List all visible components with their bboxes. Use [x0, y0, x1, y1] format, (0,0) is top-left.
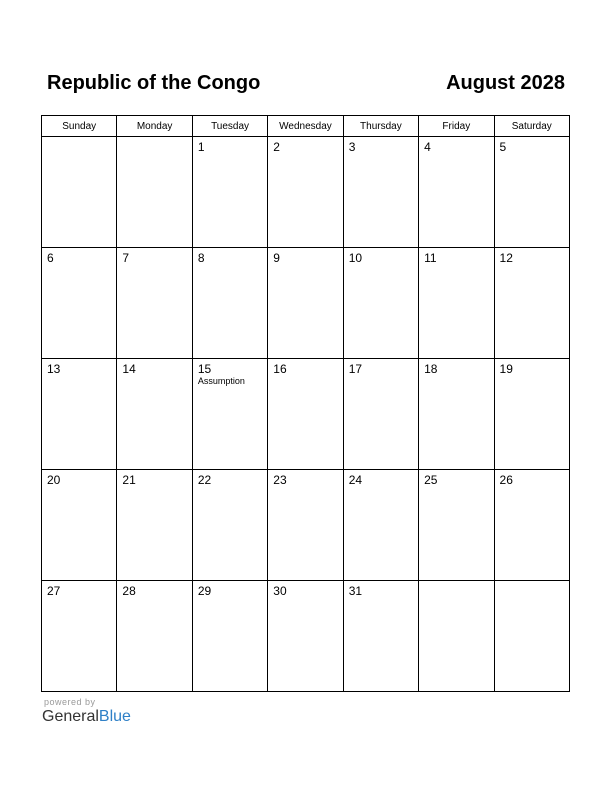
day-number: 16: [273, 362, 287, 376]
day-number: 22: [197, 473, 212, 487]
day-number: 30: [273, 584, 287, 598]
weekday-thursday: Thursday: [343, 116, 418, 137]
day-cell: [117, 248, 192, 359]
day-number: 7: [122, 251, 130, 265]
day-cell: [192, 248, 267, 359]
day-cell: [494, 137, 569, 248]
day-cell: [268, 359, 343, 470]
day-cell: [494, 470, 569, 581]
day-cell: [268, 248, 343, 359]
day-cell: [343, 359, 418, 470]
day-cell: [268, 470, 343, 581]
day-cell: [117, 581, 192, 692]
day-cell: [42, 470, 117, 581]
day-cell: [192, 137, 267, 248]
day-cell: [42, 581, 117, 692]
day-number: 26: [499, 473, 513, 487]
weekday-friday: Friday: [419, 116, 494, 137]
day-cell: [117, 470, 192, 581]
day-number: 25: [424, 473, 438, 487]
weekday-saturday: Saturday: [494, 116, 569, 137]
day-number: 13: [47, 362, 61, 376]
day-number: 2: [273, 140, 280, 154]
week-row: [42, 359, 570, 470]
day-cell: [192, 359, 267, 470]
day-number: 12: [499, 251, 513, 265]
day-number: 4: [424, 140, 431, 154]
day-cell: [419, 581, 494, 692]
month-year-title: August 2028: [446, 72, 565, 94]
day-number: 19: [499, 362, 513, 376]
day-number: [117, 137, 191, 140]
day-cell: [494, 359, 569, 470]
day-number: [495, 581, 569, 584]
week-row: [42, 470, 570, 581]
day-cell: [343, 137, 418, 248]
day-number: [419, 581, 493, 584]
day-number: 29: [197, 584, 212, 598]
day-cell: [419, 470, 494, 581]
day-number: 10: [348, 251, 363, 265]
day-cell: [268, 581, 343, 692]
day-cell: [419, 137, 494, 248]
day-number: 1: [197, 140, 205, 154]
day-cell: [192, 581, 267, 692]
day-number: 24: [348, 473, 363, 487]
day-cell: [192, 470, 267, 581]
powered-by-label: powered by: [44, 697, 96, 707]
day-cell: [268, 137, 343, 248]
country-title: Republic of the Congo: [47, 72, 261, 94]
day-cell: [117, 359, 192, 470]
day-number: 31: [348, 584, 363, 598]
logo-text-general: General: [42, 708, 99, 725]
week-row: [42, 248, 570, 359]
day-number: 18: [424, 362, 438, 376]
logo-text-blue: Blue: [98, 708, 131, 725]
day-number: 3: [348, 140, 356, 154]
day-cell: [42, 137, 117, 248]
day-number: 17: [348, 362, 363, 376]
weekday-wednesday: Wednesday: [268, 116, 343, 137]
holiday-label: Assumption: [197, 376, 245, 386]
day-number: 9: [273, 251, 280, 265]
week-row: [42, 137, 570, 248]
day-cell: [343, 248, 418, 359]
week-row: [42, 581, 570, 692]
weekday-tuesday: Tuesday: [192, 116, 267, 137]
weekday-monday: Monday: [117, 116, 192, 137]
day-cell: [117, 137, 192, 248]
day-cell: [419, 248, 494, 359]
day-number: 14: [122, 362, 136, 376]
weekday-sunday: Sunday: [42, 116, 117, 137]
day-cell: [419, 359, 494, 470]
day-cell: [343, 581, 418, 692]
day-number: 23: [273, 473, 287, 487]
day-cell: [494, 248, 569, 359]
weekday-header-row: [42, 116, 570, 137]
day-number: 21: [122, 473, 136, 487]
day-number: 27: [47, 584, 61, 598]
day-number: 6: [47, 251, 54, 265]
day-number: 5: [499, 140, 507, 154]
day-number: 8: [197, 251, 205, 265]
day-number: 28: [122, 584, 136, 598]
day-number: 11: [424, 251, 437, 265]
day-cell: [343, 470, 418, 581]
day-number: 15: [197, 362, 212, 376]
day-cell: [42, 248, 117, 359]
day-number: 20: [47, 473, 61, 487]
day-cell: [494, 581, 569, 692]
generalblue-logo[interactable]: [42, 708, 131, 726]
day-cell: [42, 359, 117, 470]
day-number: [42, 137, 116, 140]
calendar-grid: [41, 115, 570, 692]
